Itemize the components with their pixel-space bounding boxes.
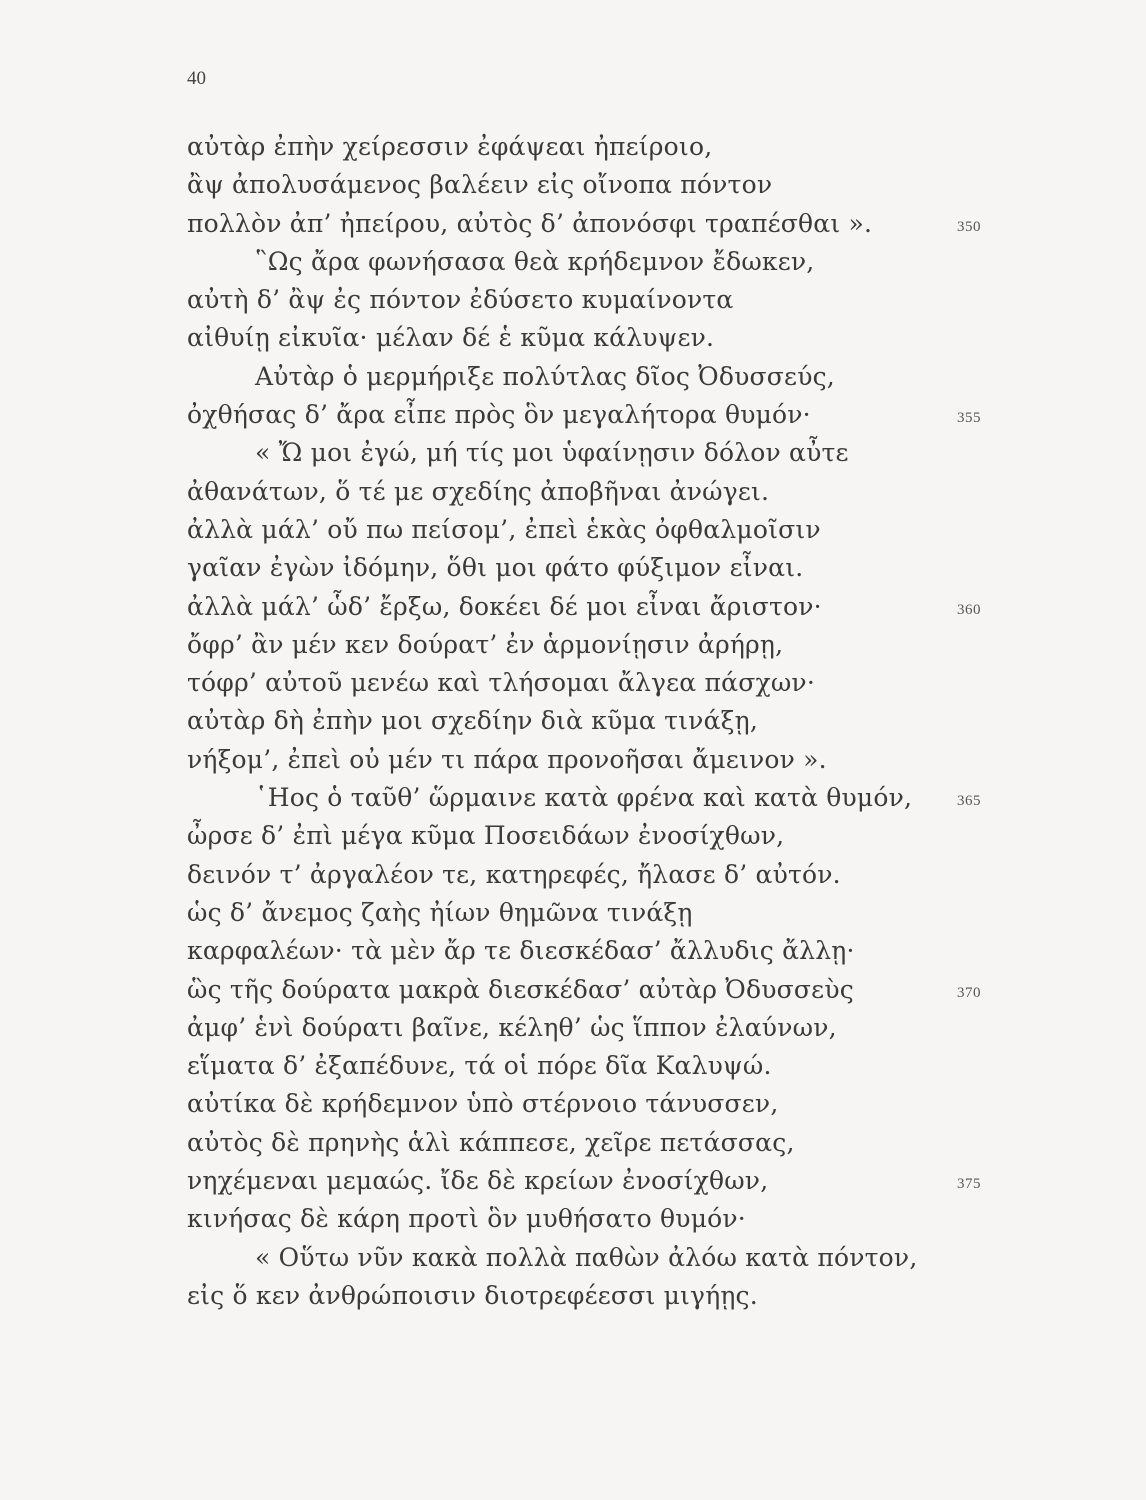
verse-text: ἀθανάτων, ὅ τέ με σχεδίης ἀποβῆναι ἀνώγει. [187,476,770,506]
page-number: 40 [187,68,206,89]
verse-text: Αὐτὰρ ὁ μερμήριξε πολύτλας δῖος Ὀδυσσεύς, [255,361,835,391]
verse-line [187,319,1027,357]
verse-line [187,817,1027,855]
verse-text: αὐτίκα δὲ κρήδεμνον ὑπὸ στέρνοιο τάνυσσεν, [187,1089,779,1119]
verse-line [187,166,1027,204]
verse-line [187,1047,1027,1085]
verse-text: ὄφρ’ ἂν μέν κεν δούρατ’ ἐν ἁρμονίῃσιν ἀρήρῃ, [187,629,784,659]
verse-line [187,741,1027,779]
verse-text: νήξομ’, ἐπεὶ οὐ μέν τι πάρα προνοῆσαι ἄμεινον ». [187,744,827,774]
line-number: 355 [957,410,981,427]
verse-line [187,1085,1027,1123]
verse-line [187,511,1027,549]
verse-line [187,1239,1027,1277]
verse-line [187,1009,1027,1047]
verse-line [187,1277,1027,1315]
verse-line [187,358,1027,396]
verse-text: εἰς ὅ κεν ἀνθρώποισιν διοτρεφέεσσι μιγήῃς. [187,1280,758,1310]
verse-line [187,664,1027,702]
verse-text: ὦρσε δ’ ἐπὶ μέγα κῦμα Ποσειδάων ἐνοσίχθων, [187,821,785,851]
verse-text: « Ὤ μοι ἐγώ, μή τίς μοι ὑφαίνῃσιν δόλον αὖτε [255,438,849,468]
verse-text: καρφαλέων· τὰ μὲν ἄρ τε διεσκέδασ’ ἄλλυδις ἄλλῃ· [187,936,855,966]
verse-line [187,588,1027,626]
line-number: 360 [957,601,981,618]
verse-line [187,243,1027,281]
verse-text: αὐτὴ δ’ ἂψ ἐς πόντον ἐδύσετο κυμαίνοντα [187,285,734,315]
verse-text: αὐτὰρ ἐπὴν χείρεσσιν ἐφάψεαι ἠπείροιο, [187,132,713,161]
verse-text: αὐτὰρ δὴ ἐπὴν μοι σχεδίην διὰ κῦμα τινάξῃ, [187,706,758,736]
verse-text: δεινόν τ’ ἀργαλέον τε, κατηρεφές, ἤλασε δ’ αὐτόν. [187,859,841,889]
line-number: 375 [957,1176,981,1193]
verse-line [187,281,1027,319]
verse-text: ὀχθήσας δ’ ἄρα εἶπε πρὸς ὃν μεγαλήτορα θυμόν· [187,400,811,430]
verse-text: πολλὸν ἀπ’ ἠπείρου, αὐτὸς δ’ ἀπονόσφι τραπέσθαι ». [187,208,873,238]
verse-line [187,1162,1027,1200]
verse-line [187,396,1027,434]
line-number: 365 [957,793,981,810]
verse-line [187,1200,1027,1238]
verse-line [187,932,1027,970]
verse-line [187,971,1027,1009]
verse-text: ἀλλὰ μάλ’ ὧδ’ ἔρξω, δοκέει δέ μοι εἶναι ἄριστον· [187,591,822,621]
verse-line [187,894,1027,932]
verse-line [187,1124,1027,1162]
verse-text: αἰθυίῃ εἰκυῖα· μέλαν δέ ἑ κῦμα κάλυψεν. [187,323,715,353]
verse-text: εἵματα δ’ ἐξαπέδυνε, τά οἱ πόρε δῖα Καλυψώ. [187,1051,772,1081]
verse-text: ὡς δ’ ἄνεμος ζαὴς ἠίων θημῶνα τινάξῃ [187,897,693,927]
verse-text: νηχέμεναι μεμαώς. ἴδε δὲ κρείων ἐνοσίχθων, [187,1166,769,1196]
verse-text: ἀμφ’ ἑνὶ δούρατι βαῖνε, κέληθ’ ὡς ἵππον ἐλαύνων, [187,1012,837,1042]
verse-text: κινήσας δὲ κάρη προτὶ ὃν μυθήσατο θυμόν· [187,1204,746,1234]
verse-line [187,779,1027,817]
verse-line [187,434,1027,472]
verse-text: γαῖαν ἐγὼν ἰδόμην, ὅθι μοι φάτο φύξιμον εἶναι. [187,553,804,583]
verse-text: ῝Ως ἄρα φωνήσασα θεὰ κρήδεμνον ἔδωκεν, [255,246,815,276]
verse-line [187,473,1027,511]
verse-block [187,128,1027,1315]
verse-text: ἀλλὰ μάλ’ οὔ πω πείσομ’, ἐπεὶ ἑκὰς ὀφθαλμοῖσιν [187,514,821,544]
verse-line [187,549,1027,587]
verse-line [187,702,1027,740]
verse-text: ἂψ ἀπολυσάμενος βαλέειν εἰς οἴνοπα πόντον [187,170,773,200]
verse-line [187,856,1027,894]
verse-text: ὣς τῆς δούρατα μακρὰ διεσκέδασ’ αὐτὰρ Ὀδυσσεὺς [187,974,854,1004]
verse-text: τόφρ’ αὐτοῦ μενέω καὶ τλήσομαι ἄλγεα πάσχων· [187,668,815,698]
verse-text: ῾Ηος ὁ ταῦθ’ ὥρμαινε κατὰ φρένα καὶ κατὰ θυμόν, [255,783,913,813]
verse-text: αὐτὸς δὲ πρηνὴς ἁλὶ κάππεσε, χεῖρε πετάσσας, [187,1127,795,1157]
line-number: 350 [957,218,981,235]
verse-line [187,128,1027,166]
line-number: 370 [957,984,981,1001]
verse-text: « Οὕτω νῦν κακὰ πολλὰ παθὼν ἀλόω κατὰ πόντον, [255,1242,918,1272]
verse-line [187,205,1027,243]
verse-line [187,626,1027,664]
